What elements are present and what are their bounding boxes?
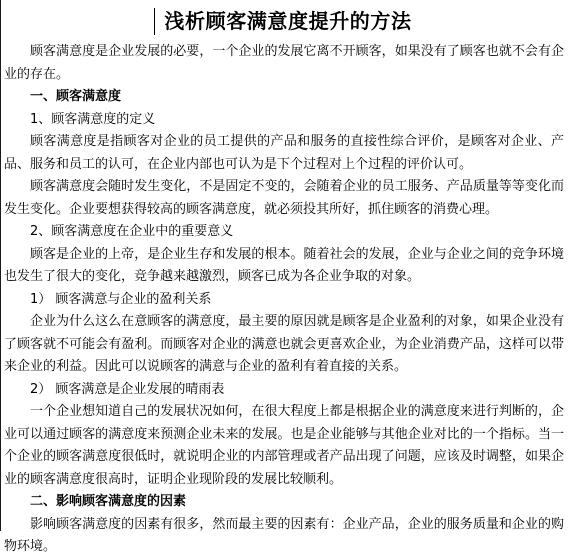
barometer-paragraph[interactable]: 一个企业想知道自己的发展状况如何，在很大程度上都是根据企业的满意度来进行判断的，企业可以通过顾客的满意度来预测企业未来的发展。也是企业能够与其他企业对比的一个指标。当一个企业的顾客满意度很低时，就说明企业的内部管理或者产品出现了问题，应该及时调整，如果企业的顾客满意度很高时，证明企业现阶段的发展比较顺利。 bbox=[4, 404, 564, 487]
intro-paragraph[interactable]: 顾客满意度是企业发展的必要，一个企业的发展它离不开顾客，如果没有了顾客也就不会有企业的存在。 bbox=[4, 44, 564, 82]
document-title[interactable]: 浅析顾客满意度提升的方法 bbox=[164, 9, 412, 33]
subheading-barometer[interactable]: 2） 顾客满意是企业发展的晴雨表 bbox=[30, 381, 225, 397]
change-paragraph[interactable]: 顾客满意度会随时发生变化，不是固定不变的，会随着企业的员工服务、产品质量等等变化而发生变化。企业要想获得较高的顾客满意度，就必须投其所好，抓住顾客的消费心理。 bbox=[4, 179, 564, 217]
profit-paragraph[interactable]: 企业为什么这么在意顾客的满意度，最主要的原因就是顾客是企业盈利的对象，如果企业没有了顾客就不可能会有盈利。而顾客对企业的满意也就会更喜欢企业，为企业消费产品，这样可以带来企业的利益。因此可以说顾客的满意与企业的盈利有着直接的关系。 bbox=[4, 314, 564, 374]
section-heading-factors[interactable]: 二、影响顾客满意度的因素 bbox=[30, 494, 187, 509]
factors-paragraph[interactable]: 影响顾客满意度的因素有很多，然而最主要的因素有：企业产品，企业的服务质量和企业的购物环境。 bbox=[4, 516, 564, 554]
page-left-border bbox=[0, 0, 1, 531]
subheading-definition[interactable]: 1、顾客满意度的定义 bbox=[30, 111, 156, 127]
subheading-profit-relation[interactable]: 1） 顾客满意与企业的盈利关系 bbox=[30, 291, 212, 307]
definition-paragraph[interactable]: 顾客满意度是指顾客对企业的员工提供的产品和服务的直接性综合评价，是顾客对企业、产品、服务和员工的认可，在企业内部也可认为是下个过程对上个过程的评价认可。 bbox=[4, 134, 564, 172]
section-heading-customer-satisfaction[interactable]: 一、顾客满意度 bbox=[30, 89, 122, 104]
document-body[interactable] bbox=[4, 41, 564, 559]
subheading-importance[interactable]: 2、顾客满意度在企业中的重要意义 bbox=[30, 224, 234, 239]
importance-paragraph[interactable]: 顾客是企业的上帝，是企业生存和发展的根本。随着社会的发展，企业与企业之间的竞争环境也发生了很大的变化，竞争越来越激烈，顾客已成为各企业争取的对象。 bbox=[4, 246, 564, 284]
